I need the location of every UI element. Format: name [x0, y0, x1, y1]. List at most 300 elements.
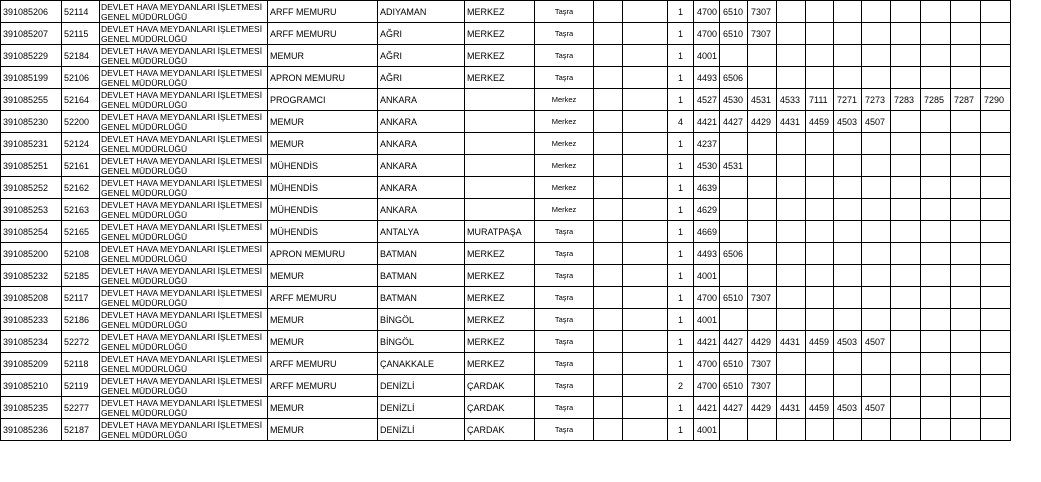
- cell-qualification-code: [806, 67, 834, 89]
- cell-district: [465, 155, 535, 177]
- cell-qualification-code: [891, 265, 921, 287]
- cell-qualification-code: 6510: [720, 23, 748, 45]
- cell-qualification-code: 7307: [748, 1, 777, 23]
- cell-qualification-code: [981, 155, 1011, 177]
- institution-name-line-2: GENEL MÜDÜRLÜĞÜ: [101, 429, 188, 440]
- cell-location-type: Merkez: [535, 89, 594, 111]
- cell-qualification-code: [748, 155, 777, 177]
- cell-qualification-code: [862, 155, 891, 177]
- cell-qualification-code: 4001: [694, 419, 720, 441]
- cell-qualification-code: [720, 45, 748, 67]
- cell-institution: [100, 397, 268, 419]
- cell-qualification-code: [862, 353, 891, 375]
- cell-position-title: MEMUR: [268, 133, 378, 155]
- cell-qualification-code: 7285: [921, 89, 951, 111]
- cell-location-type: Merkez: [535, 133, 594, 155]
- cell-qualification-code: 4669: [694, 221, 720, 243]
- cell-quota: 1: [668, 331, 694, 353]
- table-body: [1, 1, 1041, 441]
- cell-qualification-code: 4507: [862, 111, 891, 133]
- cell-district: MERKEZ: [465, 45, 535, 67]
- cell-position-number: 52187: [62, 419, 100, 441]
- cell-province: AĞRI: [378, 45, 465, 67]
- cell-empty: [623, 45, 668, 67]
- cell-qualification-code: 7290: [981, 89, 1011, 111]
- cell-qualification-code: [834, 23, 862, 45]
- cell-qualification-code: [806, 287, 834, 309]
- cell-qualification-code: [981, 287, 1011, 309]
- cell-qualification-code: [834, 287, 862, 309]
- cell-qualification-code: [862, 309, 891, 331]
- cell-qualification-code: [921, 111, 951, 133]
- cell-qualification-code: 7283: [891, 89, 921, 111]
- table-row: [1, 45, 1041, 67]
- institution-name-line-1: DEVLET HAVA MEYDANLARI İŞLETMESİ: [101, 111, 263, 122]
- cell-qualification-code: [891, 309, 921, 331]
- cell-empty: [623, 243, 668, 265]
- institution-name-line-1: DEVLET HAVA MEYDANLARI İŞLETMESİ: [101, 199, 263, 210]
- cell-qualification-code: [777, 199, 806, 221]
- cell-qualification-code: 4431: [777, 331, 806, 353]
- cell-district: MERKEZ: [465, 287, 535, 309]
- cell-position-title: MEMUR: [268, 265, 378, 287]
- cell-qualification-code: [806, 23, 834, 45]
- cell-position-code: 391085232: [1, 265, 62, 287]
- cell-province: BATMAN: [378, 243, 465, 265]
- cell-qualification-code: [806, 309, 834, 331]
- cell-province: BİNGÖL: [378, 309, 465, 331]
- cell-qualification-code: [921, 199, 951, 221]
- cell-location-type: Taşra: [535, 287, 594, 309]
- cell-qualification-code: 4533: [777, 89, 806, 111]
- cell-empty: [594, 23, 623, 45]
- cell-qualification-code: [981, 177, 1011, 199]
- cell-qualification-code: [777, 309, 806, 331]
- cell-district: MERKEZ: [465, 331, 535, 353]
- cell-position-title: ARFF MEMURU: [268, 287, 378, 309]
- cell-qualification-code: [834, 265, 862, 287]
- cell-qualification-code: 4700: [694, 375, 720, 397]
- cell-qualification-code: [891, 397, 921, 419]
- cell-position-number: 52118: [62, 353, 100, 375]
- cell-position-code: 391085255: [1, 89, 62, 111]
- table-row: [1, 177, 1041, 199]
- cell-qualification-code: [951, 287, 981, 309]
- cell-district: MERKEZ: [465, 309, 535, 331]
- cell-qualification-code: [921, 1, 951, 23]
- cell-empty: [623, 111, 668, 133]
- cell-qualification-code: [862, 199, 891, 221]
- cell-qualification-code: [834, 309, 862, 331]
- institution-name-line-2: GENEL MÜDÜRLÜĞÜ: [101, 363, 188, 374]
- cell-qualification-code: [862, 1, 891, 23]
- cell-qualification-code: 4700: [694, 23, 720, 45]
- cell-qualification-code: [891, 221, 921, 243]
- cell-qualification-code: [777, 287, 806, 309]
- table-row: [1, 397, 1041, 419]
- cell-qualification-code: [951, 243, 981, 265]
- cell-empty: [594, 133, 623, 155]
- cell-qualification-code: [777, 177, 806, 199]
- cell-qualification-code: [891, 133, 921, 155]
- cell-province: ANKARA: [378, 177, 465, 199]
- cell-position-number: 52165: [62, 221, 100, 243]
- cell-qualification-code: 7273: [862, 89, 891, 111]
- cell-position-title: ARFF MEMURU: [268, 23, 378, 45]
- cell-position-code: 391085235: [1, 397, 62, 419]
- cell-position-title: ARFF MEMURU: [268, 353, 378, 375]
- cell-qualification-code: [748, 419, 777, 441]
- cell-qualification-code: 4527: [694, 89, 720, 111]
- cell-qualification-code: [862, 177, 891, 199]
- cell-position-number: 52272: [62, 331, 100, 353]
- cell-quota: 1: [668, 397, 694, 419]
- cell-qualification-code: 6506: [720, 243, 748, 265]
- cell-qualification-code: [720, 221, 748, 243]
- cell-qualification-code: [834, 67, 862, 89]
- cell-position-number: 52108: [62, 243, 100, 265]
- cell-empty: [623, 331, 668, 353]
- cell-quota: 1: [668, 309, 694, 331]
- cell-position-number: 52185: [62, 265, 100, 287]
- institution-name-line-2: GENEL MÜDÜRLÜĞÜ: [101, 55, 188, 66]
- cell-qualification-code: [921, 133, 951, 155]
- cell-qualification-code: 6506: [720, 67, 748, 89]
- institution-name-line-1: DEVLET HAVA MEYDANLARI İŞLETMESİ: [101, 243, 263, 254]
- cell-qualification-code: 4700: [694, 1, 720, 23]
- cell-empty: [594, 111, 623, 133]
- cell-qualification-code: [748, 133, 777, 155]
- cell-quota: 1: [668, 67, 694, 89]
- table-row: [1, 1, 1041, 23]
- institution-name-line-1: DEVLET HAVA MEYDANLARI İŞLETMESİ: [101, 155, 263, 166]
- cell-empty: [594, 177, 623, 199]
- cell-empty: [623, 353, 668, 375]
- cell-province: ANKARA: [378, 133, 465, 155]
- institution-name-line-1: DEVLET HAVA MEYDANLARI İŞLETMESİ: [101, 353, 263, 364]
- cell-location-type: Taşra: [535, 331, 594, 353]
- cell-qualification-code: [921, 177, 951, 199]
- cell-district: [465, 89, 535, 111]
- cell-position-code: 391085209: [1, 353, 62, 375]
- cell-qualification-code: 4431: [777, 111, 806, 133]
- cell-qualification-code: [921, 221, 951, 243]
- cell-empty: [623, 287, 668, 309]
- cell-district: [465, 133, 535, 155]
- cell-location-type: Taşra: [535, 419, 594, 441]
- cell-qualification-code: [862, 265, 891, 287]
- cell-qualification-code: [951, 397, 981, 419]
- cell-qualification-code: 4503: [834, 111, 862, 133]
- cell-qualification-code: 4639: [694, 177, 720, 199]
- cell-qualification-code: 7271: [834, 89, 862, 111]
- cell-province: ANKARA: [378, 199, 465, 221]
- cell-institution: [100, 309, 268, 331]
- cell-qualification-code: [981, 419, 1011, 441]
- cell-location-type: Taşra: [535, 45, 594, 67]
- cell-position-number: 52119: [62, 375, 100, 397]
- cell-qualification-code: [834, 375, 862, 397]
- cell-quota: 1: [668, 1, 694, 23]
- cell-position-title: MÜHENDİS: [268, 199, 378, 221]
- cell-qualification-code: 7287: [951, 89, 981, 111]
- cell-position-code: 391085199: [1, 67, 62, 89]
- cell-qualification-code: [834, 1, 862, 23]
- institution-name-line-1: DEVLET HAVA MEYDANLARI İŞLETMESİ: [101, 287, 263, 298]
- cell-district: MERKEZ: [465, 67, 535, 89]
- cell-district: MERKEZ: [465, 265, 535, 287]
- cell-empty: [594, 353, 623, 375]
- cell-position-title: MEMUR: [268, 419, 378, 441]
- cell-position-title: APRON MEMURU: [268, 67, 378, 89]
- institution-name-line-2: GENEL MÜDÜRLÜĞÜ: [101, 11, 188, 22]
- cell-institution: [100, 353, 268, 375]
- cell-position-number: 52114: [62, 1, 100, 23]
- cell-district: MERKEZ: [465, 353, 535, 375]
- cell-qualification-code: [921, 375, 951, 397]
- cell-quota: 1: [668, 155, 694, 177]
- cell-qualification-code: [806, 221, 834, 243]
- cell-district: MURATPAŞA: [465, 221, 535, 243]
- cell-qualification-code: [921, 243, 951, 265]
- cell-institution: [100, 375, 268, 397]
- cell-qualification-code: 4427: [720, 111, 748, 133]
- cell-position-code: 391085200: [1, 243, 62, 265]
- cell-empty: [594, 1, 623, 23]
- table-row: [1, 309, 1041, 331]
- cell-position-code: 391085252: [1, 177, 62, 199]
- cell-qualification-code: [777, 353, 806, 375]
- cell-qualification-code: [891, 353, 921, 375]
- cell-qualification-code: [862, 23, 891, 45]
- cell-institution: [100, 133, 268, 155]
- cell-qualification-code: [806, 353, 834, 375]
- cell-quota: 1: [668, 419, 694, 441]
- cell-qualification-code: [806, 155, 834, 177]
- cell-position-code: 391085231: [1, 133, 62, 155]
- institution-name-line-1: DEVLET HAVA MEYDANLARI İŞLETMESİ: [101, 375, 263, 386]
- cell-qualification-code: [862, 67, 891, 89]
- cell-qualification-code: [891, 23, 921, 45]
- institution-name-line-1: DEVLET HAVA MEYDANLARI İŞLETMESİ: [101, 397, 263, 408]
- cell-institution: [100, 177, 268, 199]
- cell-qualification-code: [981, 1, 1011, 23]
- institution-name-line-1: DEVLET HAVA MEYDANLARI İŞLETMESİ: [101, 133, 263, 144]
- cell-qualification-code: [951, 45, 981, 67]
- cell-qualification-code: [862, 221, 891, 243]
- cell-qualification-code: [862, 375, 891, 397]
- cell-qualification-code: 7307: [748, 287, 777, 309]
- cell-position-number: 52186: [62, 309, 100, 331]
- cell-qualification-code: [891, 375, 921, 397]
- cell-institution: [100, 221, 268, 243]
- cell-position-number: 52106: [62, 67, 100, 89]
- cell-qualification-code: [777, 133, 806, 155]
- cell-qualification-code: [806, 1, 834, 23]
- cell-qualification-code: 4531: [748, 89, 777, 111]
- cell-position-code: 391085230: [1, 111, 62, 133]
- cell-empty: [594, 331, 623, 353]
- table-row: [1, 89, 1041, 111]
- cell-qualification-code: [921, 309, 951, 331]
- cell-qualification-code: [981, 331, 1011, 353]
- cell-empty: [623, 89, 668, 111]
- cell-empty: [623, 419, 668, 441]
- cell-district: [465, 111, 535, 133]
- cell-institution: [100, 67, 268, 89]
- cell-qualification-code: [921, 67, 951, 89]
- cell-empty: [594, 89, 623, 111]
- cell-qualification-code: [921, 331, 951, 353]
- cell-qualification-code: [748, 243, 777, 265]
- cell-empty: [623, 199, 668, 221]
- cell-qualification-code: [981, 133, 1011, 155]
- institution-name-line-1: DEVLET HAVA MEYDANLARI İŞLETMESİ: [101, 221, 263, 232]
- cell-empty: [594, 265, 623, 287]
- cell-qualification-code: [921, 23, 951, 45]
- cell-qualification-code: [806, 243, 834, 265]
- cell-qualification-code: [891, 1, 921, 23]
- cell-qualification-code: [806, 199, 834, 221]
- cell-institution: [100, 331, 268, 353]
- cell-province: ÇANAKKALE: [378, 353, 465, 375]
- cell-institution: [100, 199, 268, 221]
- table-row: [1, 375, 1041, 397]
- cell-empty: [623, 1, 668, 23]
- cell-qualification-code: [806, 265, 834, 287]
- cell-qualification-code: [951, 111, 981, 133]
- cell-qualification-code: [834, 353, 862, 375]
- cell-position-title: MEMUR: [268, 331, 378, 353]
- cell-qualification-code: 4493: [694, 67, 720, 89]
- cell-empty: [623, 375, 668, 397]
- cell-district: [465, 177, 535, 199]
- cell-empty: [594, 221, 623, 243]
- cell-qualification-code: [921, 45, 951, 67]
- cell-qualification-code: 4700: [694, 353, 720, 375]
- cell-qualification-code: 4421: [694, 331, 720, 353]
- cell-empty: [623, 155, 668, 177]
- cell-position-title: ARFF MEMURU: [268, 375, 378, 397]
- cell-qualification-code: [748, 45, 777, 67]
- cell-qualification-code: 4700: [694, 287, 720, 309]
- cell-province: DENİZLİ: [378, 397, 465, 419]
- institution-name-line-2: GENEL MÜDÜRLÜĞÜ: [101, 341, 188, 352]
- cell-qualification-code: [951, 331, 981, 353]
- cell-province: DENİZLİ: [378, 375, 465, 397]
- table-row: [1, 331, 1041, 353]
- cell-empty: [594, 375, 623, 397]
- cell-qualification-code: [806, 375, 834, 397]
- cell-institution: [100, 287, 268, 309]
- cell-qualification-code: [921, 265, 951, 287]
- cell-quota: 1: [668, 177, 694, 199]
- cell-qualification-code: [777, 265, 806, 287]
- institution-name-line-1: DEVLET HAVA MEYDANLARI İŞLETMESİ: [101, 89, 263, 100]
- institution-name-line-1: DEVLET HAVA MEYDANLARI İŞLETMESİ: [101, 45, 263, 56]
- cell-qualification-code: [777, 155, 806, 177]
- cell-quota: 1: [668, 199, 694, 221]
- cell-position-title: PROGRAMCI: [268, 89, 378, 111]
- cell-location-type: Taşra: [535, 23, 594, 45]
- institution-name-line-1: DEVLET HAVA MEYDANLARI İŞLETMESİ: [101, 23, 263, 34]
- cell-location-type: Merkez: [535, 155, 594, 177]
- cell-qualification-code: [834, 199, 862, 221]
- cell-qualification-code: [720, 133, 748, 155]
- cell-position-number: 52184: [62, 45, 100, 67]
- institution-name-line-2: GENEL MÜDÜRLÜĞÜ: [101, 209, 188, 220]
- cell-qualification-code: [777, 23, 806, 45]
- institution-name-line-2: GENEL MÜDÜRLÜĞÜ: [101, 143, 188, 154]
- cell-qualification-code: [720, 419, 748, 441]
- cell-position-title: MÜHENDİS: [268, 221, 378, 243]
- cell-qualification-code: [891, 419, 921, 441]
- cell-qualification-code: [777, 221, 806, 243]
- cell-qualification-code: [921, 155, 951, 177]
- table-row: [1, 133, 1041, 155]
- cell-qualification-code: [862, 45, 891, 67]
- cell-qualification-code: 4493: [694, 243, 720, 265]
- cell-qualification-code: [981, 23, 1011, 45]
- cell-qualification-code: [981, 67, 1011, 89]
- cell-qualification-code: [951, 199, 981, 221]
- cell-empty: [623, 133, 668, 155]
- cell-qualification-code: [720, 199, 748, 221]
- cell-qualification-code: [981, 375, 1011, 397]
- cell-qualification-code: [891, 67, 921, 89]
- cell-qualification-code: 7111: [806, 89, 834, 111]
- cell-qualification-code: [834, 177, 862, 199]
- cell-empty: [594, 67, 623, 89]
- cell-empty: [594, 45, 623, 67]
- cell-province: ADIYAMAN: [378, 1, 465, 23]
- cell-province: AĞRI: [378, 67, 465, 89]
- cell-qualification-code: [834, 45, 862, 67]
- institution-name-line-1: DEVLET HAVA MEYDANLARI İŞLETMESİ: [101, 419, 263, 430]
- cell-position-number: 52161: [62, 155, 100, 177]
- cell-qualification-code: [951, 177, 981, 199]
- cell-location-type: Taşra: [535, 1, 594, 23]
- cell-qualification-code: [951, 309, 981, 331]
- cell-district: MERKEZ: [465, 23, 535, 45]
- cell-qualification-code: [834, 419, 862, 441]
- cell-qualification-code: 4001: [694, 265, 720, 287]
- cell-quota: 1: [668, 353, 694, 375]
- cell-qualification-code: [834, 221, 862, 243]
- cell-quota: 1: [668, 265, 694, 287]
- cell-qualification-code: 7307: [748, 23, 777, 45]
- cell-qualification-code: 7307: [748, 375, 777, 397]
- cell-institution: [100, 419, 268, 441]
- cell-province: DENİZLİ: [378, 419, 465, 441]
- cell-qualification-code: [981, 243, 1011, 265]
- cell-qualification-code: [777, 243, 806, 265]
- cell-qualification-code: [862, 133, 891, 155]
- cell-qualification-code: 4503: [834, 397, 862, 419]
- institution-name-line-2: GENEL MÜDÜRLÜĞÜ: [101, 385, 188, 396]
- cell-position-code: 391085234: [1, 331, 62, 353]
- cell-position-code: 391085229: [1, 45, 62, 67]
- cell-empty: [623, 177, 668, 199]
- cell-position-number: 52163: [62, 199, 100, 221]
- cell-qualification-code: [748, 177, 777, 199]
- cell-district: MERKEZ: [465, 1, 535, 23]
- cell-location-type: Taşra: [535, 397, 594, 419]
- cell-qualification-code: 4429: [748, 397, 777, 419]
- cell-position-code: 391085207: [1, 23, 62, 45]
- table-row: [1, 353, 1041, 375]
- cell-empty: [594, 243, 623, 265]
